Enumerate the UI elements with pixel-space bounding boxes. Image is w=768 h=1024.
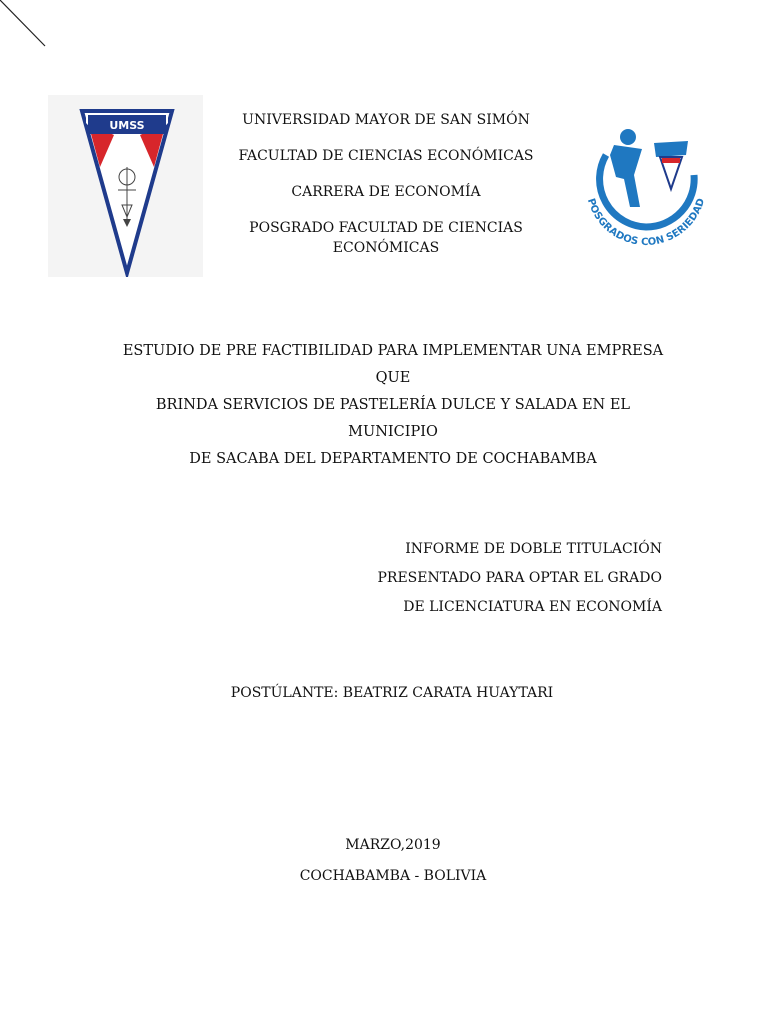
institution-header <box>228 110 544 274</box>
degree-statement <box>330 535 662 622</box>
corner-fold-line <box>0 0 50 50</box>
thesis-title <box>110 338 676 473</box>
date-place <box>240 830 546 892</box>
umss-logo-text: UMSS <box>109 119 145 132</box>
thesis-title-line-1: ESTUDIO DE PRE FACTIBILIDAD PARA IMPLEMENTAR UNA EMPRESA QUE <box>122 343 664 386</box>
thesis-title-line-2: BRINDA SERVICIOS DE PASTELERÍA DULCE Y SALADA EN EL MUNICIPIO <box>155 397 631 440</box>
faculty-name: FACULTAD DE CIENCIAS ECONÓMICAS <box>238 148 534 164</box>
thesis-title-line-3: DE SACABA DEL DEPARTAMENTO DE COCHABAMBA <box>189 451 597 467</box>
career-name: CARRERA DE ECONOMÍA <box>291 184 481 200</box>
place: COCHABAMBA - BOLIVIA <box>299 868 487 884</box>
postgraduate-name: POSGRADO FACULTAD DE CIENCIAS ECONÓMICAS <box>249 220 523 256</box>
posgrado-logo-text: POSGRADOS CON SERIEDAD <box>584 197 708 249</box>
applicant-name: POSTÚLANTE: BEATRIZ CARATA HUAYTARI <box>230 685 554 701</box>
umss-logo <box>48 95 203 277</box>
degree-line-2: PRESENTADO PARA OPTAR EL GRADO <box>377 570 662 586</box>
date: MARZO,2019 <box>345 837 441 853</box>
posgrado-logo <box>576 115 716 255</box>
university-name: UNIVERSIDAD MAYOR DE SAN SIMÓN <box>242 112 530 128</box>
degree-line-3: DE LICENCIATURA EN ECONOMÍA <box>403 599 662 615</box>
degree-line-1: INFORME DE DOBLE TITULACIÓN <box>405 541 662 557</box>
